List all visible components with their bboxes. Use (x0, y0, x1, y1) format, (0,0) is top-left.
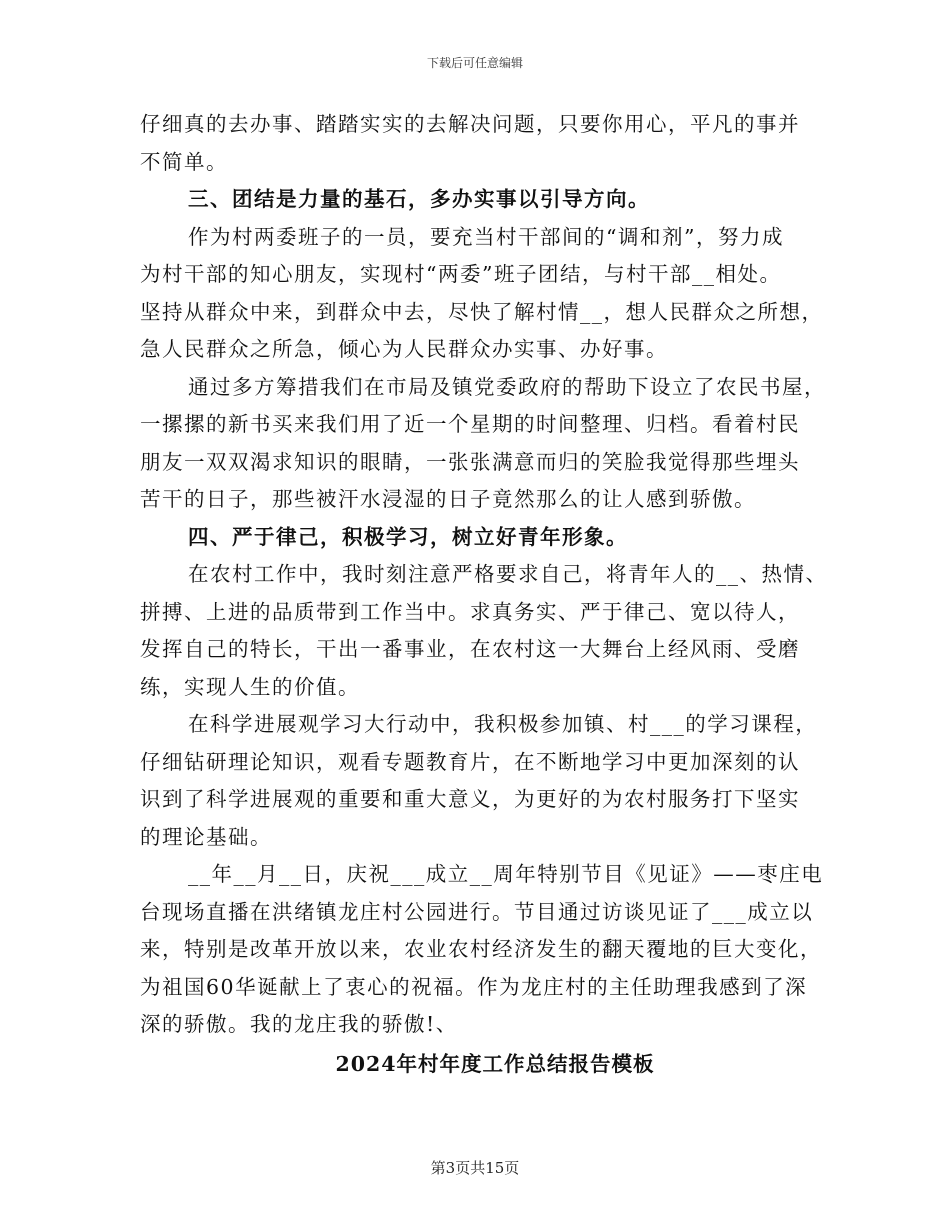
paragraph-line: 发挥自己的特长，干出一番事业，在农村这一大舞台上经风雨、受磨 (140, 637, 800, 661)
paragraph-line: 急人民群众之所急，倾心为人民群众办实事、办好事。 (140, 337, 668, 361)
paragraph-line: 识到了科学进展观的重要和重大意义，为更好的为农村服务打下坚实 (140, 787, 800, 811)
paragraph-line: 拼搏、上进的品质带到工作当中。求真务实、严于律己、宽以待人， (140, 599, 800, 624)
paragraph-line: 的理论基础。 (140, 824, 272, 849)
paragraph-line: 练，实现人生的价值。 (140, 674, 360, 699)
paragraph-line: 一摞摞的新书买来我们用了近一个星期的时间整理、归档。看着村民 (140, 412, 800, 436)
paragraph-line: 仔细真的去办事、踏踏实实的去解决问题，只要你用心，平凡的事并 (140, 112, 800, 136)
paragraph-line: 苦干的日子，那些被汗水浸湿的日子竟然那么的让人感到骄傲。 (140, 487, 756, 511)
paragraph-line: 台现场直播在洪绪镇龙庄村公园进行。节目通过访谈见证了___成立以 (140, 899, 814, 924)
paragraph-line: 通过多方筹措我们在市局及镇党委政府的帮助下设立了农民书屋， (188, 374, 826, 399)
paragraph-line: 作为村两委班子的一员，要充当村干部间的“调和剂”，努力成 (188, 224, 784, 249)
paragraph-line: 来，特别是改革开放以来，农业农村经济发生的翻天覆地的巨大变化， (140, 937, 822, 961)
paragraph-line: 仔细钻研理论知识，观看专题教育片，在不断地学习中更加深刻的认 (140, 749, 800, 774)
paragraph-line: 为祖国60华诞献上了衷心的祝福。作为龙庄村的主任助理我感到了深 (140, 974, 808, 999)
paragraph-line: 坚持从群众中来，到群众中去，尽快了解村情__，想人民群众之所想， (140, 299, 824, 324)
section-heading: 三、团结是力量的基石，多办实事以引导方向。 (188, 187, 650, 211)
paragraph-line: 朋友一双双渴求知识的眼睛，一张张满意而归的笑脸我觉得那些埋头 (140, 449, 800, 474)
paragraph-line: 不简单。 (140, 149, 228, 174)
paragraph-line: __年__月__日，庆祝___成立__周年特别节目《见证》——枣庄电 (188, 862, 824, 886)
page-footer: 第3页共15页 (430, 1159, 520, 1177)
body-text (140, 106, 828, 1044)
paragraph-line: 深的骄傲。我的龙庄我的骄傲!、 (140, 1012, 458, 1036)
paragraph-line: 在科学进展观学习大行动中，我积极参加镇、村___的学习课程， (188, 712, 818, 736)
document-title: 2024年村年度工作总结报告模板 (335, 1052, 655, 1076)
page-header: 下载后可任意编辑 (426, 56, 523, 70)
paragraph-line: 在农村工作中，我时刻注意严格要求自己，将青年人的__、热情、 (188, 562, 828, 586)
paragraph-line: 为村干部的知心朋友，实现村“两委”班子团结，与村干部__相处。 (140, 262, 782, 286)
section-heading: 四、严于律己，积极学习，树立好青年形象。 (188, 524, 628, 549)
